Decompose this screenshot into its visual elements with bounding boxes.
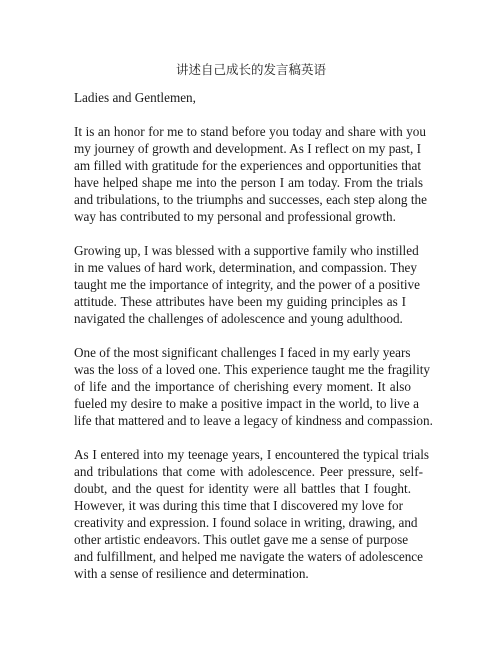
- paragraph-line: However, it was during this time that I discovered my love for: [74, 498, 403, 513]
- paragraph-line: One of the most significant challenges I faced in my early years: [74, 345, 411, 360]
- paragraph-line: am filled with gratitude for the experiences and opportunities that: [74, 158, 421, 173]
- paragraph-line: with a sense of resilience and determination.: [74, 566, 309, 581]
- paragraph-line: It is an honor for me to stand before you today and share with you: [74, 124, 426, 139]
- paragraph-line: creativity and expression. I found solace in writing, drawing, and: [74, 515, 418, 530]
- paragraph-line: doubt, and the quest for identity were all battles that I fought.: [74, 481, 411, 496]
- paragraph-line: in me values of hard work, determination, and compassion. They: [74, 260, 417, 275]
- paragraph-line: and tribulations that come with adolescence. Peer pressure, self-: [74, 464, 423, 479]
- paragraph-line: and tribulations, to the triumphs and successes, each step along the: [74, 192, 427, 207]
- salutation: Ladies and Gentlemen,: [74, 90, 196, 105]
- paragraph-line: have helped shape me into the person I am today. From the trials: [74, 175, 423, 190]
- paragraph-line: navigated the challenges of adolescence and young adulthood.: [74, 311, 403, 326]
- paragraph-line: was the loss of a loved one. This experience taught me the fragility: [74, 362, 430, 377]
- paragraph-line: way has contributed to my personal and professional growth.: [74, 209, 396, 224]
- paragraph-line: As I entered into my teenage years, I encountered the typical trials: [74, 447, 429, 462]
- paragraph-line: fueled my desire to make a positive impact in the world, to live a: [74, 396, 419, 411]
- paragraph-line: taught me the importance of integrity, and the power of a positive: [74, 277, 420, 292]
- document-title: 讲述自己成长的发言稿英语: [175, 62, 326, 77]
- paragraph-line: of life and the importance of cherishing every moment. It also: [74, 379, 411, 394]
- paragraph-line: attitude. These attributes have been my guiding principles as I: [74, 294, 406, 309]
- paragraph-line: life that mattered and to leave a legacy of kindness and compassion.: [74, 413, 433, 428]
- paragraph-line: other artistic endeavors. This outlet gave me a sense of purpose: [74, 532, 409, 547]
- paragraph-line: Growing up, I was blessed with a supportive family who instilled: [74, 243, 419, 258]
- paragraph-line: my journey of growth and development. As I reflect on my past, I: [74, 141, 421, 156]
- paragraph-line: and fulfillment, and helped me navigate the waters of adolescence: [74, 549, 423, 564]
